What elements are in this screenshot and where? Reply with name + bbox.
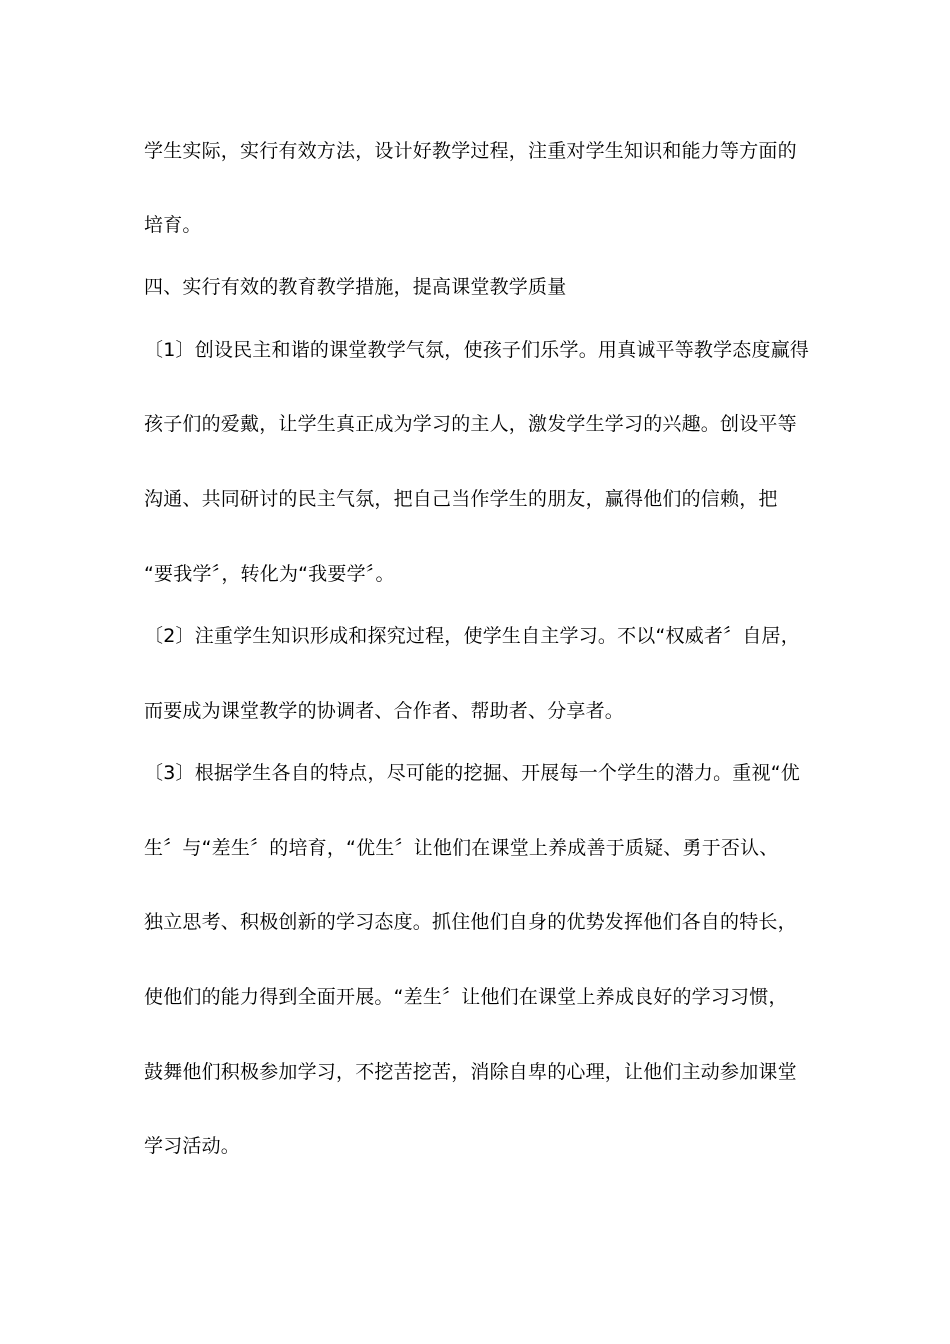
text-line: 使他们的能力得到全面开展。“差生〞让他们在课堂上养成良好的学习习惯， (144, 986, 788, 1008)
section-heading: 四、实行有效的教育教学措施，提高课堂教学质量 (144, 276, 567, 298)
text-line: 〔2〕注重学生知识形成和探究过程，使学生自主学习。不以“权威者〞自居， (144, 625, 800, 647)
text-line: 学生实际，实行有效方法，设计好教学过程，注重对学生知识和能力等方面的 (144, 140, 797, 162)
text-line: 孩子们的爱戴，让学生真正成为学习的主人，激发学生学习的兴趣。创设平等 (144, 413, 797, 435)
text-line: 独立思考、积极创新的学习态度。抓住他们自身的优势发挥他们各自的特长， (144, 911, 797, 933)
text-line: 生〞与“差生〞的培育，“优生〞让他们在课堂上养成善于质疑、勇于否认、 (144, 837, 779, 859)
text-line: 鼓舞他们积极参加学习，不挖苦挖苦，消除自卑的心理，让他们主动参加课堂 (144, 1061, 797, 1083)
text-line: 学习活动。 (144, 1135, 241, 1157)
text-line: 培育。 (144, 214, 202, 236)
text-line: 而要成为课堂教学的协调者、合作者、帮助者、分享者。 (144, 700, 625, 722)
text-line: 沟通、共同研讨的民主气氛，把自己当作学生的朋友，赢得他们的信赖，把 (144, 488, 778, 510)
text-line: 〔1〕创设民主和谐的课堂教学气氛，使孩子们乐学。用真诚平等教学态度赢得 (144, 339, 810, 361)
text-line: 〔3〕根据学生各自的特点，尽可能的挖掘、开展每一个学生的潜力。重视“优 (144, 762, 800, 784)
text-line: “要我学〞，转化为“我要学〞。 (144, 563, 395, 585)
